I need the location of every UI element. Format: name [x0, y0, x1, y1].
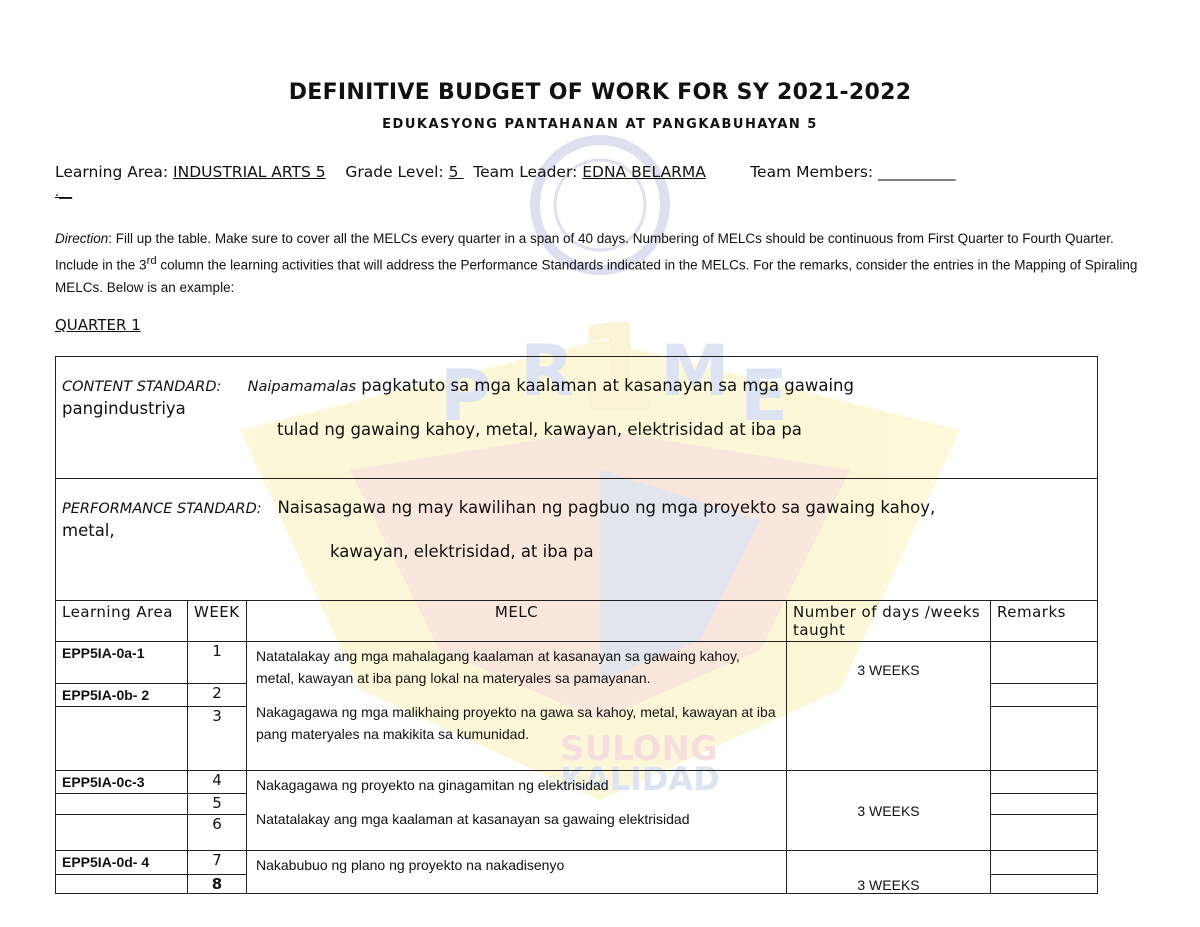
code-cell: EPP5IA-0b- 2	[56, 684, 188, 707]
remarks-cell	[991, 771, 1098, 794]
header-days: Number of days /weeks taught	[787, 601, 991, 642]
quarter-heading: QUARTER 1	[55, 316, 141, 334]
remarks-cell	[991, 684, 1098, 707]
direction-text	[55, 228, 1145, 299]
learning-area-label: Learning Area:	[55, 163, 169, 181]
days-value: 3 WEEKS	[857, 877, 920, 893]
days-value: 3 WEEKS	[857, 802, 920, 819]
page-title: DEFINITIVE BUDGET OF WORK FOR SY 2021-2022	[288, 80, 912, 105]
melc-text: Natatalakay ang mga kaalaman at kasanayan sa gawaing elektrisidad	[256, 811, 690, 827]
budget-table	[55, 356, 1098, 894]
code-cell	[56, 815, 188, 851]
melc-text: Nakagagawa ng mga malikhaing proyekto na gawa sa kahoy, metal, kawayan at iba pang materyales na makikita sa kumunidad.	[256, 704, 776, 742]
content-standard-label: CONTENT STANDARD:	[62, 379, 222, 395]
week-cell: 5	[188, 794, 247, 815]
remarks-cell	[991, 851, 1098, 875]
wm-letter: M	[660, 330, 730, 412]
wm-letter: R	[520, 330, 574, 412]
code-cell	[56, 794, 188, 815]
remarks-cell	[991, 794, 1098, 815]
days-cell	[787, 642, 991, 771]
wm-letter: P	[440, 355, 492, 437]
team-members-label: Team Members:	[750, 163, 874, 181]
direction-sup: rd	[146, 255, 157, 267]
melc-text: Natatalakay ang mga mahalagang kaalaman at kasanayan sa gawaing kahoy, metal, kawayan at iba pang lokal na materyales sa pamayanan.	[256, 648, 740, 686]
direction-text-2: column the learning activities that will address the Performance Standards indicated in the MELCs. For the remarks, consider the entries in the Mapping of Spiraling MELCs. Below is an example:	[55, 257, 1138, 295]
remarks-cell	[991, 642, 1098, 684]
week-cell: 8	[188, 875, 247, 894]
header-learning-area: Learning Area	[56, 601, 188, 642]
code-cell: EPP5IA-0d- 4	[56, 851, 188, 875]
grade-level-label: Grade Level:	[345, 163, 444, 181]
grade-level-value: 5	[448, 163, 464, 181]
wm-word: KALIDAD	[560, 760, 720, 798]
melc-text: Nakagagawa ng proyekto na ginagamitan ng elektrisidad	[256, 777, 609, 793]
wm-number: 1	[575, 300, 659, 439]
team-members-value: __________	[878, 163, 956, 181]
direction-label: Direction	[55, 231, 109, 246]
content-standard-line2: pangindustriya	[62, 399, 186, 418]
remarks-cell	[991, 707, 1098, 771]
content-standard	[56, 357, 1098, 479]
days-cell	[787, 851, 991, 894]
page-subtitle: EDUKASYONG PANTAHANAN AT PANGKABUHAYAN 5	[382, 117, 818, 132]
days-cell	[787, 771, 991, 851]
table-row	[56, 642, 1098, 684]
header-remarks: Remarks	[991, 601, 1098, 642]
code-cell: EPP5IA-0c-3	[56, 771, 188, 794]
direction-text-1: : Fill up the table. Make sure to cover all the MELCs every quarter in a span of 40 days. Numbering of MELCs should be continuous from First Quarter to Fourth Quarter. Include in the 3	[55, 231, 1114, 273]
code-cell	[56, 875, 188, 894]
table-row	[56, 851, 1098, 875]
melc-cell	[247, 642, 787, 771]
team-leader-label: Team Leader:	[473, 163, 578, 181]
melc-cell	[247, 851, 787, 894]
week-cell: 7	[188, 851, 247, 875]
table-row	[56, 771, 1098, 794]
wm-letter: E	[740, 355, 788, 437]
content-standard-line1: pagkatuto sa mga kaalaman at kasanayan sa mga gawaing	[356, 376, 854, 395]
week-cell: 1	[188, 642, 247, 684]
melc-text: Nakabubuo ng plano ng proyekto na nakadisenyo	[256, 857, 565, 873]
wm-word: SULONG	[560, 729, 718, 769]
team-leader-value: EDNA BELARMA	[582, 163, 706, 181]
code-cell: EPP5IA-0a-1	[56, 642, 188, 684]
remarks-cell	[991, 815, 1098, 851]
week-cell: 3	[188, 707, 247, 771]
remarks-cell	[991, 875, 1098, 894]
code-cell	[56, 707, 188, 771]
week-cell: 4	[188, 771, 247, 794]
week-cell: 2	[188, 684, 247, 707]
performance-standard	[56, 479, 1098, 601]
info-line	[55, 163, 956, 181]
trailing-mark: .__	[55, 185, 73, 200]
content-standard-lead: Naipamamalas	[247, 379, 357, 395]
table-header-row	[56, 601, 1098, 642]
week-cell: 6	[188, 815, 247, 851]
header-week: WEEK	[188, 601, 247, 642]
header-melc: MELC	[247, 601, 787, 642]
performance-standard-line1: Naisasagawa ng may kawilihan ng pagbuo ng mga proyekto sa gawaing kahoy,	[277, 498, 936, 517]
performance-standard-line2: metal,	[62, 521, 115, 540]
days-value: 3 WEEKS	[857, 662, 920, 678]
content-standard-line3: tulad ng gawaing kahoy, metal, kawayan, elektrisidad at iba pa	[277, 420, 802, 439]
melc-cell	[247, 771, 787, 851]
performance-standard-line3: kawayan, elektrisidad, at iba pa	[330, 542, 594, 561]
performance-standard-label: PERFORMANCE STANDARD:	[62, 501, 262, 517]
learning-area-value: INDUSTRIAL ARTS 5	[173, 163, 326, 181]
